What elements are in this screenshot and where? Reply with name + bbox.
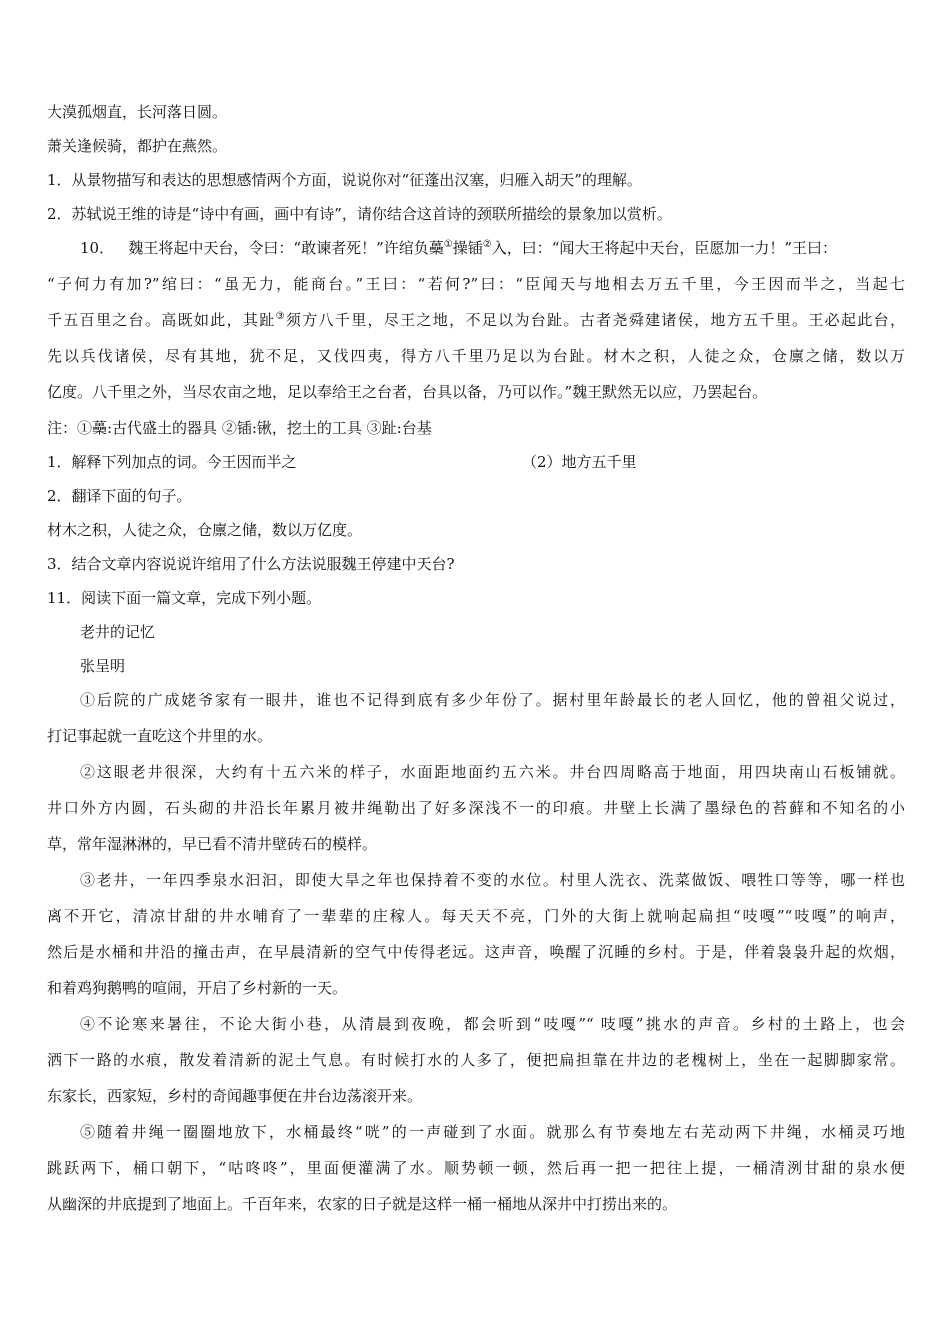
q10-text-1a: 魏王将起中天台，令曰：“敢谏者死！”许绾负蘽: [128, 239, 444, 257]
article-paragraph-1-line-2: 打记事起就一直吃这个井里的水。: [47, 727, 273, 745]
note-marker-3: ③: [275, 311, 286, 322]
article-paragraph-3-line-4: 和着鸡狗鹅鸭的喧闹，开启了乡村新的一天。: [47, 979, 348, 997]
article-paragraph-3-line-1: ③老井，一年四季泉水汩汩，即使大旱之年也保持着不变的水位。村里人洗衣、洗菜做饭、喂牲口等等，哪一样也: [80, 871, 905, 889]
q11-prompt: 11．阅读下面一篇文章，完成下列小题。: [47, 589, 322, 607]
q10-passage-line-5: 亿度。八千里之外，当尽农亩之地，足以奉给王之台者，台具以备，乃可以作。”魏王默然无以应，乃罢起台。: [47, 383, 768, 401]
article-paragraph-2-line-2: 井口外方内圆，石头砌的井沿长年累月被井绳勒出了好多深浅不一的印痕。井壁上长满了墨绿色的苔藓和不知名的小: [47, 799, 905, 817]
article-paragraph-3-line-3: 然后是水桶和井沿的撞击声，在早晨清新的空气中传得老远。这声音，唤醒了沉睡的乡村。于是，伴着袅袅升起的炊烟，: [47, 943, 905, 961]
q10-subquestion-1-part-2: （2）地方五千里: [522, 453, 637, 471]
q10-text-1b: 操锸: [452, 239, 483, 257]
note-marker-2: ②: [482, 239, 492, 250]
q9-subquestion-2: 2．苏轼说王维的诗是“诗中有画，画中有诗”，请你结合这首诗的颈联所描绘的景象加以赏析。: [47, 205, 672, 223]
poem-line-4: 萧关逢候骑，都护在燕然。: [47, 137, 228, 155]
q9-subquestion-1: 1．从景物描写和表达的思想感情两个方面，说说你对“征蓬出汉塞，归雁入胡天”的理解。: [47, 171, 642, 189]
note-marker-1: ①: [443, 239, 453, 250]
q10-subquestion-3: 3．结合文章内容说说许绾用了什么方法说服魏王停建中天台?: [47, 555, 455, 573]
q10-translate-sentence: 材木之积，人徒之众，仓廪之储，数以万亿度。: [47, 521, 363, 539]
article-paragraph-4-line-3: 东家长，西家短，乡村的奇闻趣事便在井台边荡滚开来。: [47, 1087, 423, 1105]
article-author: 张呈明: [80, 657, 126, 675]
q10-text-3b: 须方八千里，尽王之地，不足以为台趾。古者尧舜建诸侯，地方五千里。王必起此台，: [285, 311, 905, 329]
q10-passage-line-1: [80, 238, 906, 258]
q10-text-1c: 入，曰：“闻大王将起中天台，臣愿加一力！”王曰：: [491, 239, 838, 257]
article-paragraph-5-line-2: 跳跃两下，桶口朝下，“咕咚咚”，里面便灌满了水。顺势顿一顿，然后再一把一把往上提，一桶清洌甘甜的泉水便: [47, 1159, 905, 1177]
q10-subquestion-2: 2．翻译下面的句子。: [47, 487, 192, 505]
q10-text-3a: 千五百里之台。高既如此，其趾: [47, 311, 276, 329]
article-paragraph-5-line-3: 从幽深的井底提到了地面上。千百年来，农家的日子就是这样一桶一桶地从深井中打捞出来的。: [47, 1195, 678, 1213]
q10-passage-line-2: “子何力有加?”绾曰：“虽无力，能商台。”王曰：“若何?”曰：“臣闻天与地相去万五千里，今王因而半之，当起七: [47, 275, 905, 293]
q10-annotation: 注：①蘽:古代盛土的器具 ②锸:锹，挖土的工具 ③趾:台基: [47, 419, 432, 437]
article-paragraph-2-line-3: 草，常年湿淋淋的，早已看不清井壁砖石的模样。: [47, 835, 378, 853]
article-paragraph-2-line-1: ②这眼老井很深，大约有十五六米的样子，水面距地面约五六米。井台四周略高于地面，用四块南山石板铺就。: [80, 763, 905, 781]
article-title: 老井的记忆: [80, 623, 156, 641]
article-paragraph-1-line-1: ①后院的广成姥爷家有一眼井，谁也不记得到底有多少年份了。据村里年龄最长的老人回忆，他的曾祖父说过，: [80, 691, 905, 709]
article-paragraph-4-line-2: 洒下一路的水痕，散发着清新的泥土气息。有时候打水的人多了，便把扁担靠在井边的老槐树上，坐在一起脚脚家常。: [47, 1051, 905, 1069]
article-paragraph-5-line-1: ⑤随着井绳一圈圈地放下，水桶最终“咣”的一声碰到了水面。就那么有节奏地左右芜动两下井绳，水桶灵巧地: [80, 1123, 905, 1141]
q10-passage-line-3: [47, 310, 905, 330]
article-paragraph-4-line-1: ④不论寒来暑往，不论大街小巷，从清晨到夜晚，都会听到“吱嘎”“ 吱嘎”挑水的声音。乡村的土路上，也会: [80, 1015, 905, 1033]
q10-subquestion-1: 1．解释下列加点的词。今王因而半之: [47, 453, 297, 471]
poem-line-3: 大漠孤烟直，长河落日圆。: [47, 103, 228, 121]
q10-number: 10．: [80, 239, 115, 257]
q10-passage-line-4: 先以兵伐诸侯，尽有其地，犹不足，又伐四夷，得方八千里乃足以为台趾。材木之积，人徒之众，仓廪之储，数以万: [47, 347, 905, 365]
article-paragraph-3-line-2: 离不开它，清凉甘甜的井水哺育了一辈辈的庄稼人。每天天不亮，门外的大街上就响起扁担“吱嘎”“吱嘎”的响声，: [47, 907, 905, 925]
